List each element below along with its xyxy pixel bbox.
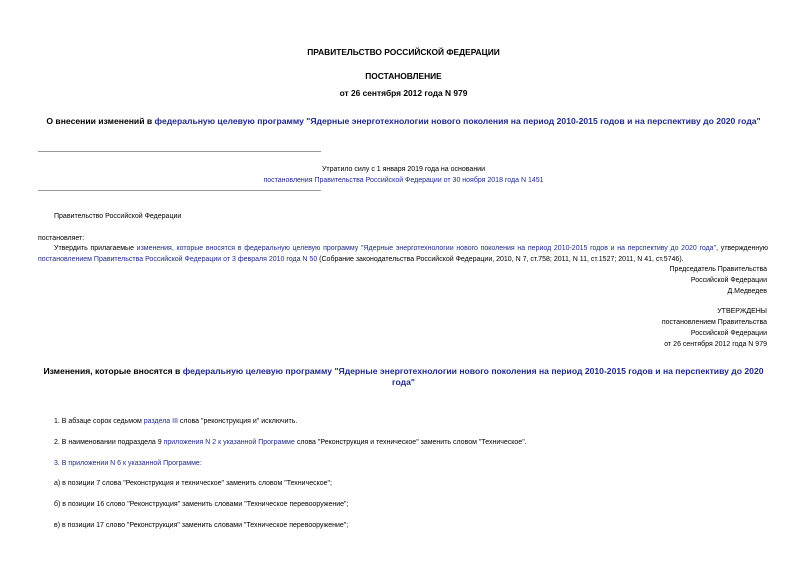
subitem-a: а) в позиции 7 слова "Реконструкция и техническое" заменить словом "Техническое"; [54,480,332,487]
document-date-number: от 26 сентября 2012 года N 979 [339,88,468,98]
changes-link[interactable]: изменения, которые вносятся в федеральную целевую программу "Ядерные энерготехнологии нового поколения на период 2010-2015 годов и на перспективу до 2020 года" [136,245,717,252]
approved-label: УТВЕРЖДЕНЫ [717,308,767,315]
approval-block [662,306,767,350]
p1-start: Утвердить прилагаемые [54,245,137,252]
item-3-end: : [199,460,202,467]
divider-bottom [38,190,321,191]
appendix-2-link[interactable]: приложения N 2 к указанной Программе [163,439,295,446]
decree-50-link[interactable]: постановлением Правительства Российской Федерации от 3 февраля 2010 года N 50 [38,256,318,263]
document-title [40,116,767,127]
document-type: ПОСТАНОВЛЕНИЕ [365,71,442,81]
approved-by: постановлением Правительства [661,319,767,326]
p1-end: (Собрание законодательства Российской Федерации, 2010, N 7, ст.758; 2011, N 11, ст.1527; 2011, N 41, ст.5746). [317,256,684,263]
approved-date: от 26 сентября 2012 года N 979 [664,341,767,348]
appendix-6-link[interactable]: приложении N 6 к указанной Программе [68,460,200,467]
item-1-start: 1. В абзаце сорок седьмом [54,418,144,425]
item-2 [54,437,527,448]
subitem-v: в) в позиции 17 слово "Реконструкция" заменить словами "Техническое перевооружение"; [54,522,349,529]
p1-mid: , утвержденную [716,245,768,252]
item-1-end: слова "реконструкция и" исключить. [177,418,298,425]
decree-paragraph [38,243,768,265]
item-2-start: 2. В наименовании подраздела 9 [54,439,164,446]
repeal-decree-link[interactable]: постановления Правительства Российской Федерации от 30 ноября 2018 года N 1451 [263,177,544,184]
changes-program-link[interactable]: федеральную целевую программу "Ядерные энерготехнологии нового поколения на период 2010-2015 годов и на перспективу до 2020 года" [182,366,764,387]
item-3-start: 3. В [54,460,69,467]
changes-title [40,366,767,388]
subitem-b: б) в позиции 16 слово "Реконструкция" заменить словами "Техническое перевооружение"; [54,501,349,508]
title-prefix: О внесении изменений в [46,116,155,126]
program-link[interactable]: федеральную целевую программу "Ядерные энерготехнологии нового поколения на период 2010-2015 годов и на перспективу до 2020 года" [154,116,761,126]
item-2-end: слова "Реконструкция и техническое" заменить словом "Техническое". [294,439,527,446]
signature-name: Д.Медведев [727,288,767,295]
approved-country: Российской Федерации [690,330,767,337]
signature-position: Председатель Правительства [669,266,767,273]
government-name: ПРАВИТЕЛЬСТВО РОССИЙСКОЙ ФЕДЕРАЦИИ [307,47,500,57]
gov-rf-label: Правительство Российской Федерации [54,213,182,220]
decree-word: постановляет: [38,235,85,242]
item-3 [54,458,202,469]
changes-title-prefix: Изменения, которые вносятся в [43,366,183,376]
signature-block [670,264,767,297]
section-3-link[interactable]: раздела III [143,418,178,425]
divider-top [38,151,321,152]
repeal-note: Утратило силу с 1 января 2019 года на основании [321,166,486,173]
signature-country: Российской Федерации [690,277,767,284]
item-1 [54,416,297,427]
